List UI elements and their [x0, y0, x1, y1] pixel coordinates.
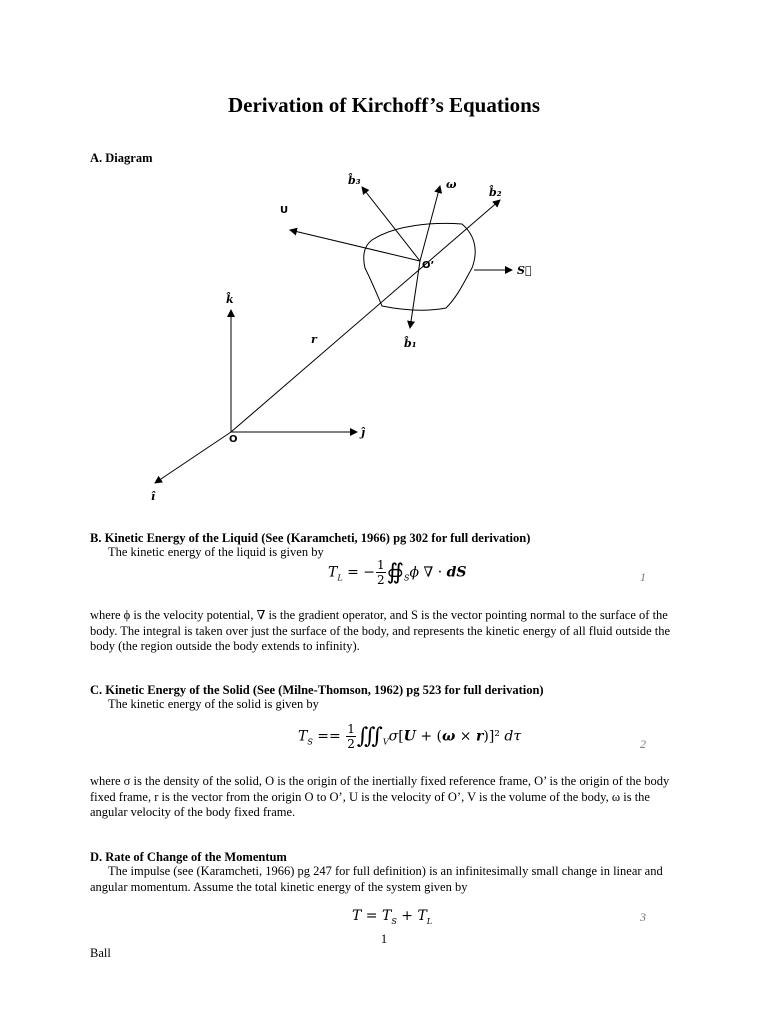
section-c-heading: C. Kinetic Energy of the Solid (See (Milne-Thomson, 1962) pg 523 for full derivation) — [90, 683, 544, 697]
section-c-intro: The kinetic energy of the solid is given by — [108, 697, 319, 711]
section-d-body: The impulse (see (Karamcheti, 1966) pg 247 for full definition) is an infinitesimally small change in linear and angular momentum. Assume the total kinetic energy of the system given by — [90, 864, 663, 894]
section-b-body: where ϕ is the velocity potential, ∇ is the gradient operator, and S is the vector pointing normal to the surface of the body. The integral is taken over just the surface of the body, and represents the kinetic energy of all fluid outside the body (the region outside the body extends to infinity). — [90, 608, 671, 653]
equation-1: $T_L$ = − $\frac{1}{2}$ $∯_S\phi$ ∇ · dS — [328, 558, 467, 587]
r-vector — [231, 200, 500, 432]
label-o-prime: O’ — [422, 260, 435, 271]
label-b2: b̂₂ — [489, 186, 502, 199]
u-vector — [290, 230, 420, 261]
label-u: U — [280, 205, 289, 216]
equation-1-number: 1 — [640, 570, 646, 584]
label-s: S⃗ — [517, 264, 532, 277]
equation-2: $T_S$ == $\frac{1}{2}$ $∭_V\sigma[U + (\omega \times r)]^2$ dτ — [298, 722, 522, 751]
equation-2-number: 2 — [640, 737, 646, 751]
label-b1: b̂₁ — [404, 337, 417, 350]
label-o: O — [229, 434, 238, 445]
label-i: î — [151, 490, 156, 503]
label-j: ĵ — [361, 426, 365, 439]
b3-vector — [362, 187, 420, 261]
equation-3: $T = T_S + T_L$ — [352, 908, 433, 926]
section-d-heading: D. Rate of Change of the Momentum — [90, 850, 287, 864]
b1-vector — [410, 261, 420, 328]
footer-author: Ball — [90, 946, 111, 960]
page-number: 1 — [380, 932, 388, 946]
i-axis — [155, 432, 231, 483]
kirchoff-diagram — [0, 170, 768, 510]
label-k: k̂ — [226, 293, 234, 306]
section-a-heading: A. Diagram — [90, 151, 153, 165]
section-b-intro: The kinetic energy of the liquid is given by — [108, 545, 324, 559]
equation-3-number: 3 — [640, 910, 646, 924]
label-omega: ω — [446, 178, 457, 191]
section-c-body: where σ is the density of the solid, O is the origin of the inertially fixed reference frame, O’ is the origin of the body fixed frame, r is the vector from the origin O to O’, U is the velocity of O’, V is the volume of the body, ω is the angular velocity of the body fixed frame. — [90, 774, 670, 819]
section-b-heading: B. Kinetic Energy of the Liquid (See (Karamcheti, 1966) pg 302 for full derivation) — [90, 531, 531, 545]
page-title: Derivation of Kirchoff’s Equations — [227, 93, 541, 117]
label-b3: b̂₃ — [348, 174, 361, 187]
label-r: r — [311, 333, 317, 346]
